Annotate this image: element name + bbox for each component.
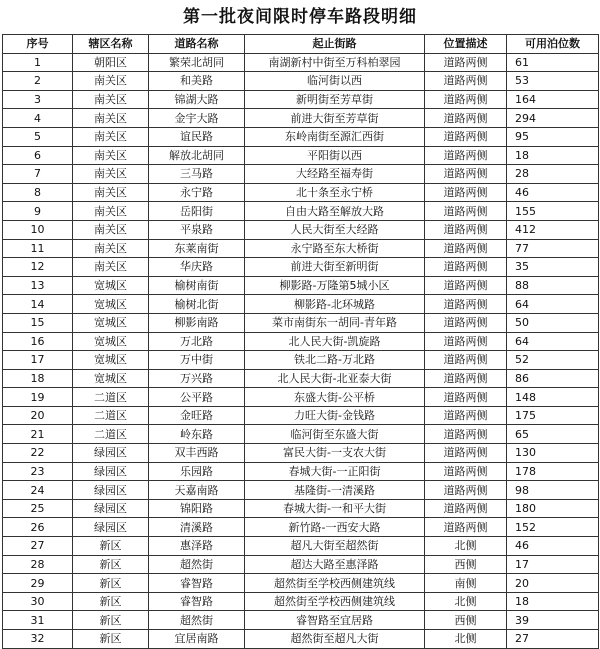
cell-position: 道路两侧 <box>425 313 507 332</box>
cell-position: 道路两侧 <box>425 258 507 277</box>
cell-spaces: 52 <box>507 351 599 370</box>
cell-district: 南关区 <box>73 183 149 202</box>
cell-section: 临河街至东盛大街 <box>245 425 425 444</box>
cell-road: 解放北胡同 <box>149 146 245 165</box>
cell-index: 23 <box>3 462 73 481</box>
cell-index: 22 <box>3 444 73 463</box>
cell-district: 南关区 <box>73 146 149 165</box>
cell-road: 永宁路 <box>149 183 245 202</box>
cell-section: 超然街至学校西侧建筑线 <box>245 592 425 611</box>
cell-position: 道路两侧 <box>425 406 507 425</box>
cell-district: 南关区 <box>73 202 149 221</box>
cell-section: 菜市南街东一胡同-青年路 <box>245 313 425 332</box>
cell-position: 道路两侧 <box>425 295 507 314</box>
table-row <box>3 574 599 593</box>
cell-index: 9 <box>3 202 73 221</box>
cell-position: 道路两侧 <box>425 220 507 239</box>
cell-position: 南侧 <box>425 574 507 593</box>
cell-position: 道路两侧 <box>425 239 507 258</box>
cell-index: 14 <box>3 295 73 314</box>
cell-section: 北十条至永宁桥 <box>245 183 425 202</box>
cell-section: 北人民大街-北亚泰大街 <box>245 369 425 388</box>
cell-section: 南湖新村中街至万科柏翠园 <box>245 53 425 72</box>
cell-district: 宽城区 <box>73 276 149 295</box>
cell-road: 双丰西路 <box>149 444 245 463</box>
cell-spaces: 46 <box>507 537 599 556</box>
table-header-row <box>3 35 599 54</box>
table-row <box>3 481 599 500</box>
cell-road: 谊民路 <box>149 127 245 146</box>
cell-district: 新区 <box>73 630 149 649</box>
cell-district: 新区 <box>73 555 149 574</box>
cell-district: 绿园区 <box>73 518 149 537</box>
cell-road: 宜居南路 <box>149 630 245 649</box>
cell-position: 道路两侧 <box>425 165 507 184</box>
cell-road: 岭东路 <box>149 425 245 444</box>
cell-section: 自由大路至解放大路 <box>245 202 425 221</box>
cell-district: 南关区 <box>73 72 149 91</box>
table-row <box>3 165 599 184</box>
parking-table <box>2 34 599 649</box>
cell-district: 南关区 <box>73 258 149 277</box>
table-row <box>3 313 599 332</box>
cell-position: 北侧 <box>425 592 507 611</box>
cell-section: 东岭南街至源汇西街 <box>245 127 425 146</box>
cell-road: 万兴路 <box>149 369 245 388</box>
cell-index: 7 <box>3 165 73 184</box>
cell-spaces: 152 <box>507 518 599 537</box>
cell-section: 新竹路-一西安大路 <box>245 518 425 537</box>
cell-section: 力旺大街-金钱路 <box>245 406 425 425</box>
cell-position: 道路两侧 <box>425 53 507 72</box>
cell-position: 北侧 <box>425 630 507 649</box>
cell-district: 新区 <box>73 611 149 630</box>
cell-position: 道路两侧 <box>425 499 507 518</box>
cell-section: 东盛大街-公平桥 <box>245 388 425 407</box>
cell-position: 道路两侧 <box>425 72 507 91</box>
cell-road: 公平路 <box>149 388 245 407</box>
table-row <box>3 202 599 221</box>
cell-spaces: 20 <box>507 574 599 593</box>
table-row <box>3 406 599 425</box>
cell-road: 华庆路 <box>149 258 245 277</box>
cell-spaces: 175 <box>507 406 599 425</box>
cell-index: 2 <box>3 72 73 91</box>
cell-index: 19 <box>3 388 73 407</box>
cell-spaces: 98 <box>507 481 599 500</box>
cell-index: 16 <box>3 332 73 351</box>
cell-section: 永宁路至东大桥街 <box>245 239 425 258</box>
cell-index: 4 <box>3 109 73 128</box>
table-row <box>3 369 599 388</box>
cell-road: 万北路 <box>149 332 245 351</box>
cell-section: 基隆街-一清溪路 <box>245 481 425 500</box>
header-position: 位置描述 <box>425 35 507 54</box>
cell-section: 北人民大街-凯旋路 <box>245 332 425 351</box>
cell-index: 24 <box>3 481 73 500</box>
cell-road: 繁荣北胡同 <box>149 53 245 72</box>
cell-road: 超然街 <box>149 611 245 630</box>
table-row <box>3 332 599 351</box>
cell-spaces: 86 <box>507 369 599 388</box>
cell-district: 新区 <box>73 574 149 593</box>
table-row <box>3 537 599 556</box>
cell-spaces: 65 <box>507 425 599 444</box>
cell-spaces: 294 <box>507 109 599 128</box>
cell-road: 天嘉南路 <box>149 481 245 500</box>
cell-district: 绿园区 <box>73 481 149 500</box>
cell-spaces: 148 <box>507 388 599 407</box>
cell-spaces: 46 <box>507 183 599 202</box>
cell-road: 平泉路 <box>149 220 245 239</box>
cell-position: 西侧 <box>425 611 507 630</box>
cell-district: 宽城区 <box>73 313 149 332</box>
cell-road: 乐园路 <box>149 462 245 481</box>
cell-index: 31 <box>3 611 73 630</box>
table-row <box>3 630 599 649</box>
cell-road: 榆树北街 <box>149 295 245 314</box>
cell-index: 29 <box>3 574 73 593</box>
cell-spaces: 77 <box>507 239 599 258</box>
cell-district: 南关区 <box>73 90 149 109</box>
cell-section: 人民大街至大经路 <box>245 220 425 239</box>
cell-index: 21 <box>3 425 73 444</box>
table-row <box>3 146 599 165</box>
cell-section: 前进大街至新明街 <box>245 258 425 277</box>
cell-road: 睿智路 <box>149 592 245 611</box>
cell-district: 宽城区 <box>73 369 149 388</box>
cell-district: 新区 <box>73 592 149 611</box>
cell-district: 宽城区 <box>73 295 149 314</box>
cell-position: 道路两侧 <box>425 202 507 221</box>
cell-index: 25 <box>3 499 73 518</box>
cell-spaces: 155 <box>507 202 599 221</box>
cell-district: 二道区 <box>73 406 149 425</box>
cell-position: 道路两侧 <box>425 388 507 407</box>
cell-position: 北侧 <box>425 537 507 556</box>
cell-district: 南关区 <box>73 109 149 128</box>
cell-road: 榆树南街 <box>149 276 245 295</box>
cell-road: 三马路 <box>149 165 245 184</box>
cell-position: 道路两侧 <box>425 518 507 537</box>
cell-index: 15 <box>3 313 73 332</box>
cell-district: 南关区 <box>73 220 149 239</box>
cell-spaces: 88 <box>507 276 599 295</box>
table-row <box>3 425 599 444</box>
cell-road: 东莱南街 <box>149 239 245 258</box>
cell-index: 32 <box>3 630 73 649</box>
cell-section: 春城大街-一和平大街 <box>245 499 425 518</box>
table-row <box>3 90 599 109</box>
cell-spaces: 64 <box>507 295 599 314</box>
cell-district: 南关区 <box>73 165 149 184</box>
cell-index: 5 <box>3 127 73 146</box>
cell-section: 超然街至超凡大街 <box>245 630 425 649</box>
cell-road: 柳影南路 <box>149 313 245 332</box>
cell-index: 30 <box>3 592 73 611</box>
cell-section: 柳影路-北环城路 <box>245 295 425 314</box>
cell-index: 1 <box>3 53 73 72</box>
cell-district: 二道区 <box>73 388 149 407</box>
cell-road: 睿智路 <box>149 574 245 593</box>
cell-spaces: 130 <box>507 444 599 463</box>
cell-section: 春城大街-一正阳街 <box>245 462 425 481</box>
cell-spaces: 164 <box>507 90 599 109</box>
cell-section: 富民大街-一支农大街 <box>245 444 425 463</box>
table-row <box>3 462 599 481</box>
cell-position: 道路两侧 <box>425 127 507 146</box>
cell-position: 西侧 <box>425 555 507 574</box>
cell-road: 金宇大路 <box>149 109 245 128</box>
table-row <box>3 611 599 630</box>
header-spaces: 可用泊位数 <box>507 35 599 54</box>
cell-position: 道路两侧 <box>425 90 507 109</box>
cell-position: 道路两侧 <box>425 146 507 165</box>
cell-spaces: 64 <box>507 332 599 351</box>
cell-spaces: 18 <box>507 592 599 611</box>
cell-index: 20 <box>3 406 73 425</box>
page-title: 第一批夜间限时停车路段明细 <box>183 7 417 27</box>
header-road: 道路名称 <box>149 35 245 54</box>
cell-district: 宽城区 <box>73 332 149 351</box>
cell-index: 13 <box>3 276 73 295</box>
table-row <box>3 258 599 277</box>
cell-index: 18 <box>3 369 73 388</box>
cell-spaces: 17 <box>507 555 599 574</box>
table-row <box>3 555 599 574</box>
cell-section: 大经路至福寿街 <box>245 165 425 184</box>
table-row <box>3 444 599 463</box>
table-row <box>3 72 599 91</box>
cell-road: 岳阳街 <box>149 202 245 221</box>
cell-district: 绿园区 <box>73 499 149 518</box>
cell-section: 睿智路至宜居路 <box>245 611 425 630</box>
cell-index: 17 <box>3 351 73 370</box>
table-row <box>3 53 599 72</box>
cell-district: 南关区 <box>73 127 149 146</box>
cell-position: 道路两侧 <box>425 109 507 128</box>
cell-section: 平阳街以西 <box>245 146 425 165</box>
table-row <box>3 220 599 239</box>
cell-section: 超达大路至惠泽路 <box>245 555 425 574</box>
cell-index: 8 <box>3 183 73 202</box>
cell-index: 10 <box>3 220 73 239</box>
cell-position: 道路两侧 <box>425 276 507 295</box>
cell-section: 临河街以西 <box>245 72 425 91</box>
cell-spaces: 412 <box>507 220 599 239</box>
cell-road: 万中街 <box>149 351 245 370</box>
cell-position: 道路两侧 <box>425 332 507 351</box>
table-row <box>3 499 599 518</box>
cell-section: 超然街至学校西侧建筑线 <box>245 574 425 593</box>
cell-section: 超凡大街至超然街 <box>245 537 425 556</box>
cell-road: 锦阳路 <box>149 499 245 518</box>
table-row <box>3 127 599 146</box>
cell-spaces: 39 <box>507 611 599 630</box>
cell-spaces: 178 <box>507 462 599 481</box>
cell-position: 道路两侧 <box>425 183 507 202</box>
cell-spaces: 27 <box>507 630 599 649</box>
cell-index: 3 <box>3 90 73 109</box>
cell-spaces: 50 <box>507 313 599 332</box>
table-row <box>3 183 599 202</box>
cell-spaces: 53 <box>507 72 599 91</box>
cell-section: 柳影路-万隆第5城小区 <box>245 276 425 295</box>
cell-index: 11 <box>3 239 73 258</box>
cell-index: 26 <box>3 518 73 537</box>
table-row <box>3 295 599 314</box>
cell-road: 惠泽路 <box>149 537 245 556</box>
cell-spaces: 61 <box>507 53 599 72</box>
cell-district: 绿园区 <box>73 462 149 481</box>
header-index: 序号 <box>3 35 73 54</box>
cell-index: 6 <box>3 146 73 165</box>
cell-road: 清溪路 <box>149 518 245 537</box>
table-row <box>3 592 599 611</box>
cell-district: 朝阳区 <box>73 53 149 72</box>
cell-position: 道路两侧 <box>425 462 507 481</box>
cell-spaces: 180 <box>507 499 599 518</box>
cell-road: 和美路 <box>149 72 245 91</box>
cell-section: 铁北二路-万北路 <box>245 351 425 370</box>
cell-district: 宽城区 <box>73 351 149 370</box>
cell-position: 道路两侧 <box>425 351 507 370</box>
table-row <box>3 518 599 537</box>
table-row <box>3 239 599 258</box>
cell-district: 绿园区 <box>73 444 149 463</box>
cell-spaces: 95 <box>507 127 599 146</box>
cell-road: 超然街 <box>149 555 245 574</box>
table-row <box>3 388 599 407</box>
cell-index: 12 <box>3 258 73 277</box>
cell-position: 道路两侧 <box>425 481 507 500</box>
header-section: 起止街路 <box>245 35 425 54</box>
cell-position: 道路两侧 <box>425 444 507 463</box>
cell-position: 道路两侧 <box>425 425 507 444</box>
cell-section: 新明街至芳草街 <box>245 90 425 109</box>
table-row <box>3 109 599 128</box>
cell-road: 锦湖大路 <box>149 90 245 109</box>
cell-spaces: 28 <box>507 165 599 184</box>
cell-index: 28 <box>3 555 73 574</box>
cell-district: 南关区 <box>73 239 149 258</box>
table-row <box>3 351 599 370</box>
cell-index: 27 <box>3 537 73 556</box>
cell-district: 二道区 <box>73 425 149 444</box>
cell-position: 道路两侧 <box>425 369 507 388</box>
cell-road: 金旺路 <box>149 406 245 425</box>
header-district: 辖区名称 <box>73 35 149 54</box>
cell-spaces: 18 <box>507 146 599 165</box>
cell-district: 新区 <box>73 537 149 556</box>
cell-spaces: 35 <box>507 258 599 277</box>
table-row <box>3 276 599 295</box>
cell-section: 前进大街至芳草街 <box>245 109 425 128</box>
